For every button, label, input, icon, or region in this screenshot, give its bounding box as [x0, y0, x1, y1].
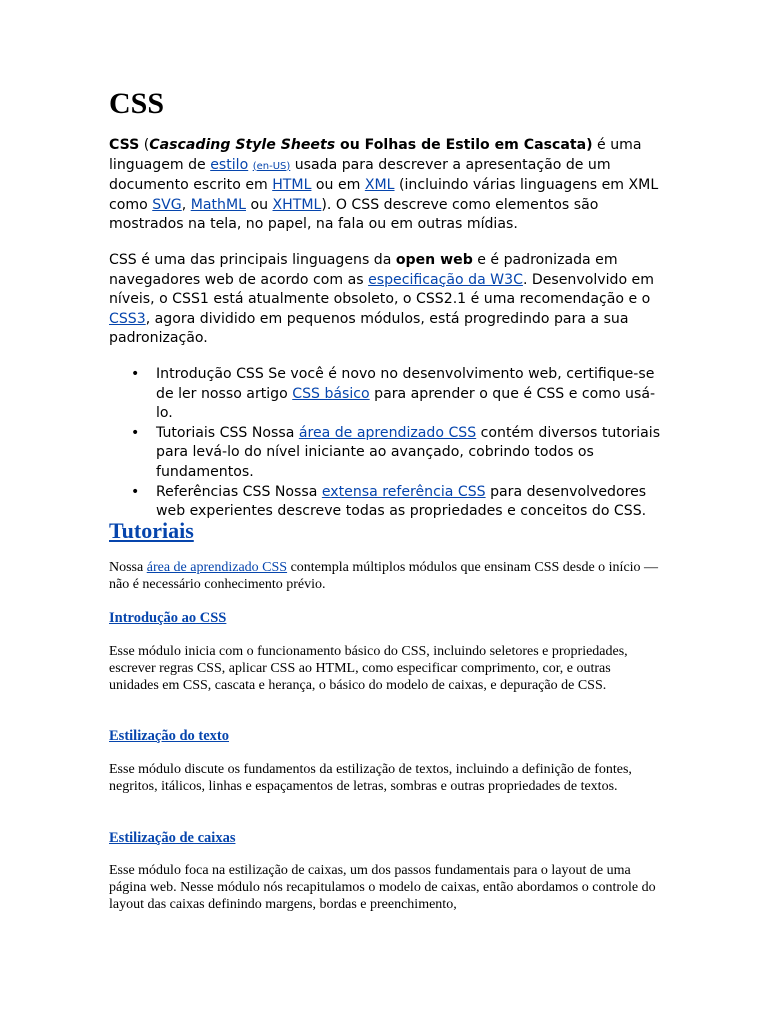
bullet-icon: •: [131, 424, 140, 441]
bullet-icon: •: [131, 483, 140, 500]
list-item: • Referências CSS Nossa extensa referência CSS para desenvolvedores web experientes descreve todas as propriedades e conceitos do CSS.: [131, 483, 647, 520]
link-xhtml[interactable]: XHTML: [272, 196, 322, 213]
section-heading-introducao[interactable]: [109, 609, 226, 627]
tutoriais-heading[interactable]: [109, 516, 194, 546]
section-text-introducao: Esse módulo inicia com o funcionamento básico do CSS, incluindo seletores e propriedades, escrever regras CSS, aplicar CSS ao HTML, como especificar comprimento, cor, e outras unidades em CSS, cascata e herança, o básico do modelo de caixas, e depuração de CSS.: [109, 644, 628, 693]
tutoriais-paragraph: Nossa área de aprendizado CSS contempla múltiplos módulos que ensinam CSS desde o início — não é necessário conhecimento prévio.: [109, 560, 659, 592]
css-term: CSS: [109, 137, 140, 153]
open-web-paragraph: CSS é uma das principais linguagens da open web e é padronizada em navegadores web de acordo com as especificação da W3C. Desenvolvido em níveis, o CSS1 está atualmente obsoleto, o CSS2.1 é uma recomendação e o CSS3, agora dividido em pequenos módulos, está progredindo para a sua padronização.: [109, 252, 654, 347]
link-estilizacao-texto[interactable]: Estilização do texto: [109, 728, 230, 744]
list-item: • Tutoriais CSS Nossa área de aprendizado CSS contém diversos tutoriais para levá-lo do nível iniciante ao avançado, cobrindo todos os fundamentos.: [131, 424, 661, 480]
section-text-caixas: Esse módulo foca na estilização de caixas, um dos passos fundamentais para o layout de uma página web. Nesse módulo nós recapitulamos o modelo de caixas, então abordamos o controle do layout das caixas definindo margens, bordas e preenchimento,: [109, 863, 656, 912]
section-heading-caixas[interactable]: [109, 829, 235, 847]
link-area-aprendizado-tutoriais[interactable]: área de aprendizado CSS: [146, 560, 288, 575]
link-svg[interactable]: SVG: [152, 196, 182, 213]
open-web-term: open web: [395, 252, 473, 268]
link-referencia-css[interactable]: extensa referência CSS: [321, 483, 486, 500]
tutoriais-heading-link[interactable]: Tutoriais: [109, 518, 194, 543]
link-css3[interactable]: CSS3: [109, 310, 146, 327]
section-heading-texto[interactable]: [109, 727, 229, 745]
link-mathml[interactable]: MathML: [190, 196, 246, 213]
link-estilizacao-caixas[interactable]: Estilização de caixas: [109, 830, 236, 846]
page-title: CSS: [109, 87, 165, 120]
cascading-style-sheets-term: Cascading Style Sheets: [149, 137, 336, 153]
bullet-icon: •: [131, 366, 140, 382]
intro-paragraph: CSS (Cascading Style Sheets ou Folhas de Estilo em Cascata) é uma linguagem de estilo (en-US) usada para descrever a apresentação de um documento escrito em HTML ou em XML (incluindo várias linguagens em XML como SVG, MathML ou XHTML). O CSS descreve como elementos são mostrados na tela, no papel, na fala ou em outras mídias.: [109, 137, 659, 233]
link-css-basico[interactable]: CSS básico: [292, 385, 370, 402]
resource-list: [109, 365, 669, 522]
link-introducao-css[interactable]: Introdução ao CSS: [109, 610, 227, 626]
link-estilo[interactable]: estilo: [210, 156, 249, 173]
section-text-texto: Esse módulo discute os fundamentos da estilização de textos, incluindo a definição de fontes, negritos, itálicos, linhas e espaçamentos de letras, sombras e outras propriedades de textos.: [109, 762, 632, 794]
link-xml[interactable]: XML: [364, 177, 395, 194]
link-html[interactable]: HTML: [272, 177, 312, 194]
link-w3c-spec[interactable]: especificação da W3C: [368, 271, 523, 288]
link-area-aprendizado[interactable]: área de aprendizado CSS: [298, 424, 477, 441]
list-item: • Introdução CSS Se você é novo no desenvolvimento web, certifique-se de ler nosso artigo CSS básico para aprender o que é CSS e como usá-lo.: [131, 366, 656, 422]
link-en-us[interactable]: (en-US): [252, 160, 291, 172]
